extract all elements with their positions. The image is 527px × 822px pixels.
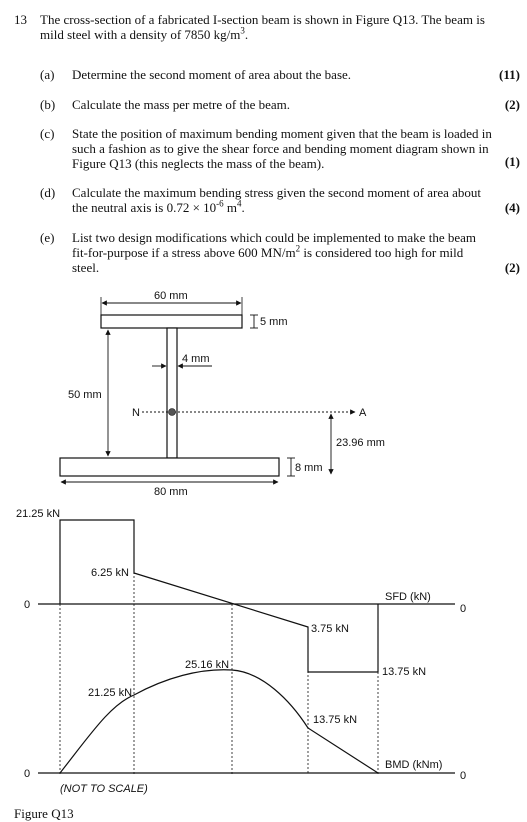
web: [167, 328, 177, 458]
sfd-zero-right: 0: [460, 603, 467, 615]
dim-50-label: 50 mm: [68, 389, 102, 401]
part-a-marks: (11): [499, 67, 520, 82]
part-e-text-a: List two design modifications which could be implemented to make the beam fit-for-purpose if a stress above 600 MN/m: [72, 230, 476, 260]
question-intro-sup: 3: [240, 25, 245, 36]
bmd-point-1-label: 21.25 kN: [88, 687, 133, 699]
question-intro-text: The cross-section of a fabricated I-section beam is shown in Figure Q13. The beam is mild steel with a density of 7850 kg/m: [40, 12, 485, 42]
part-e-text-b: is considered too high for mild steel.: [72, 245, 464, 275]
part-e-marks: (2): [504, 260, 520, 275]
dim-na-label: 23.96 mm: [336, 437, 385, 449]
part-d-label: (d): [40, 185, 56, 200]
part-b-marks: (2): [504, 97, 520, 112]
projection-lines: [60, 520, 378, 775]
part-c-label: (c): [40, 126, 55, 141]
sfd-step-label: 6.25 kN: [91, 567, 129, 579]
dim-80-label: 80 mm: [154, 486, 188, 498]
part-d-text-c: .: [241, 200, 245, 215]
scale-note: (NOT TO SCALE): [60, 783, 148, 795]
dim-60-label: 60 mm: [154, 290, 188, 302]
neutral-axis-n-label: N: [132, 407, 140, 419]
sfd-curve: [60, 520, 378, 672]
sfd-zero-left: 0: [24, 599, 31, 611]
part-e-sup: 2: [295, 243, 301, 254]
sfd-neg-label-2: 13.75 kN: [382, 666, 427, 678]
part-d-text-a: Calculate the maximum bending stress given the second moment of area about the neutral axis is 0.72 × 10: [72, 185, 482, 215]
part-b-text: Calculate the mass per metre of the beam.: [72, 97, 291, 112]
bmd-diagram: [24, 659, 466, 795]
top-flange: [101, 315, 242, 328]
part-c-text: State the position of maximum bending moment given that the beam is loaded in such a fashion as to give the shear force and bending moment diagram shown in Figure Q13 (this neglects the mass of the beam).: [72, 126, 492, 171]
sfd-neg-label-1: 3.75 kN: [311, 623, 349, 635]
part-b-label: (b): [40, 97, 56, 112]
sfd-diagram: [16, 508, 466, 678]
bmd-zero-left: 0: [24, 768, 31, 780]
bottom-flange: [60, 458, 279, 476]
dim-4-label: 4 mm: [182, 353, 210, 365]
part-d-text-b: m: [223, 200, 238, 215]
bmd-peak-label: 25.16 kN: [185, 659, 230, 671]
figure-caption: Figure Q13: [14, 806, 74, 821]
dim-5-label: 5 mm: [260, 316, 288, 328]
part-a-label: (a): [40, 67, 55, 82]
sfd-max-label: 21.25 kN: [16, 508, 61, 520]
sfd-axis-label: SFD (kN): [385, 591, 431, 603]
bmd-axis-label: BMD (kNm): [385, 759, 443, 771]
neutral-axis-marker: [169, 409, 176, 416]
part-a-text: Determine the second moment of area about the base.: [72, 67, 352, 82]
neutral-axis-a-label: A: [359, 407, 367, 419]
part-d-marks: (4): [504, 200, 520, 215]
question-number: 13: [14, 12, 27, 27]
i-section-cross-section: [60, 290, 385, 498]
dim-8-label: 8 mm: [295, 462, 323, 474]
question-intro-end: .: [244, 27, 249, 42]
part-c-marks: (1): [504, 154, 520, 169]
part-d-sup-2: 4: [237, 198, 242, 209]
part-d-sup-1: -6: [216, 198, 224, 209]
bmd-zero-right: 0: [460, 770, 467, 782]
part-e-label: (e): [40, 230, 55, 245]
bmd-point-3-label: 13.75 kN: [313, 714, 358, 726]
